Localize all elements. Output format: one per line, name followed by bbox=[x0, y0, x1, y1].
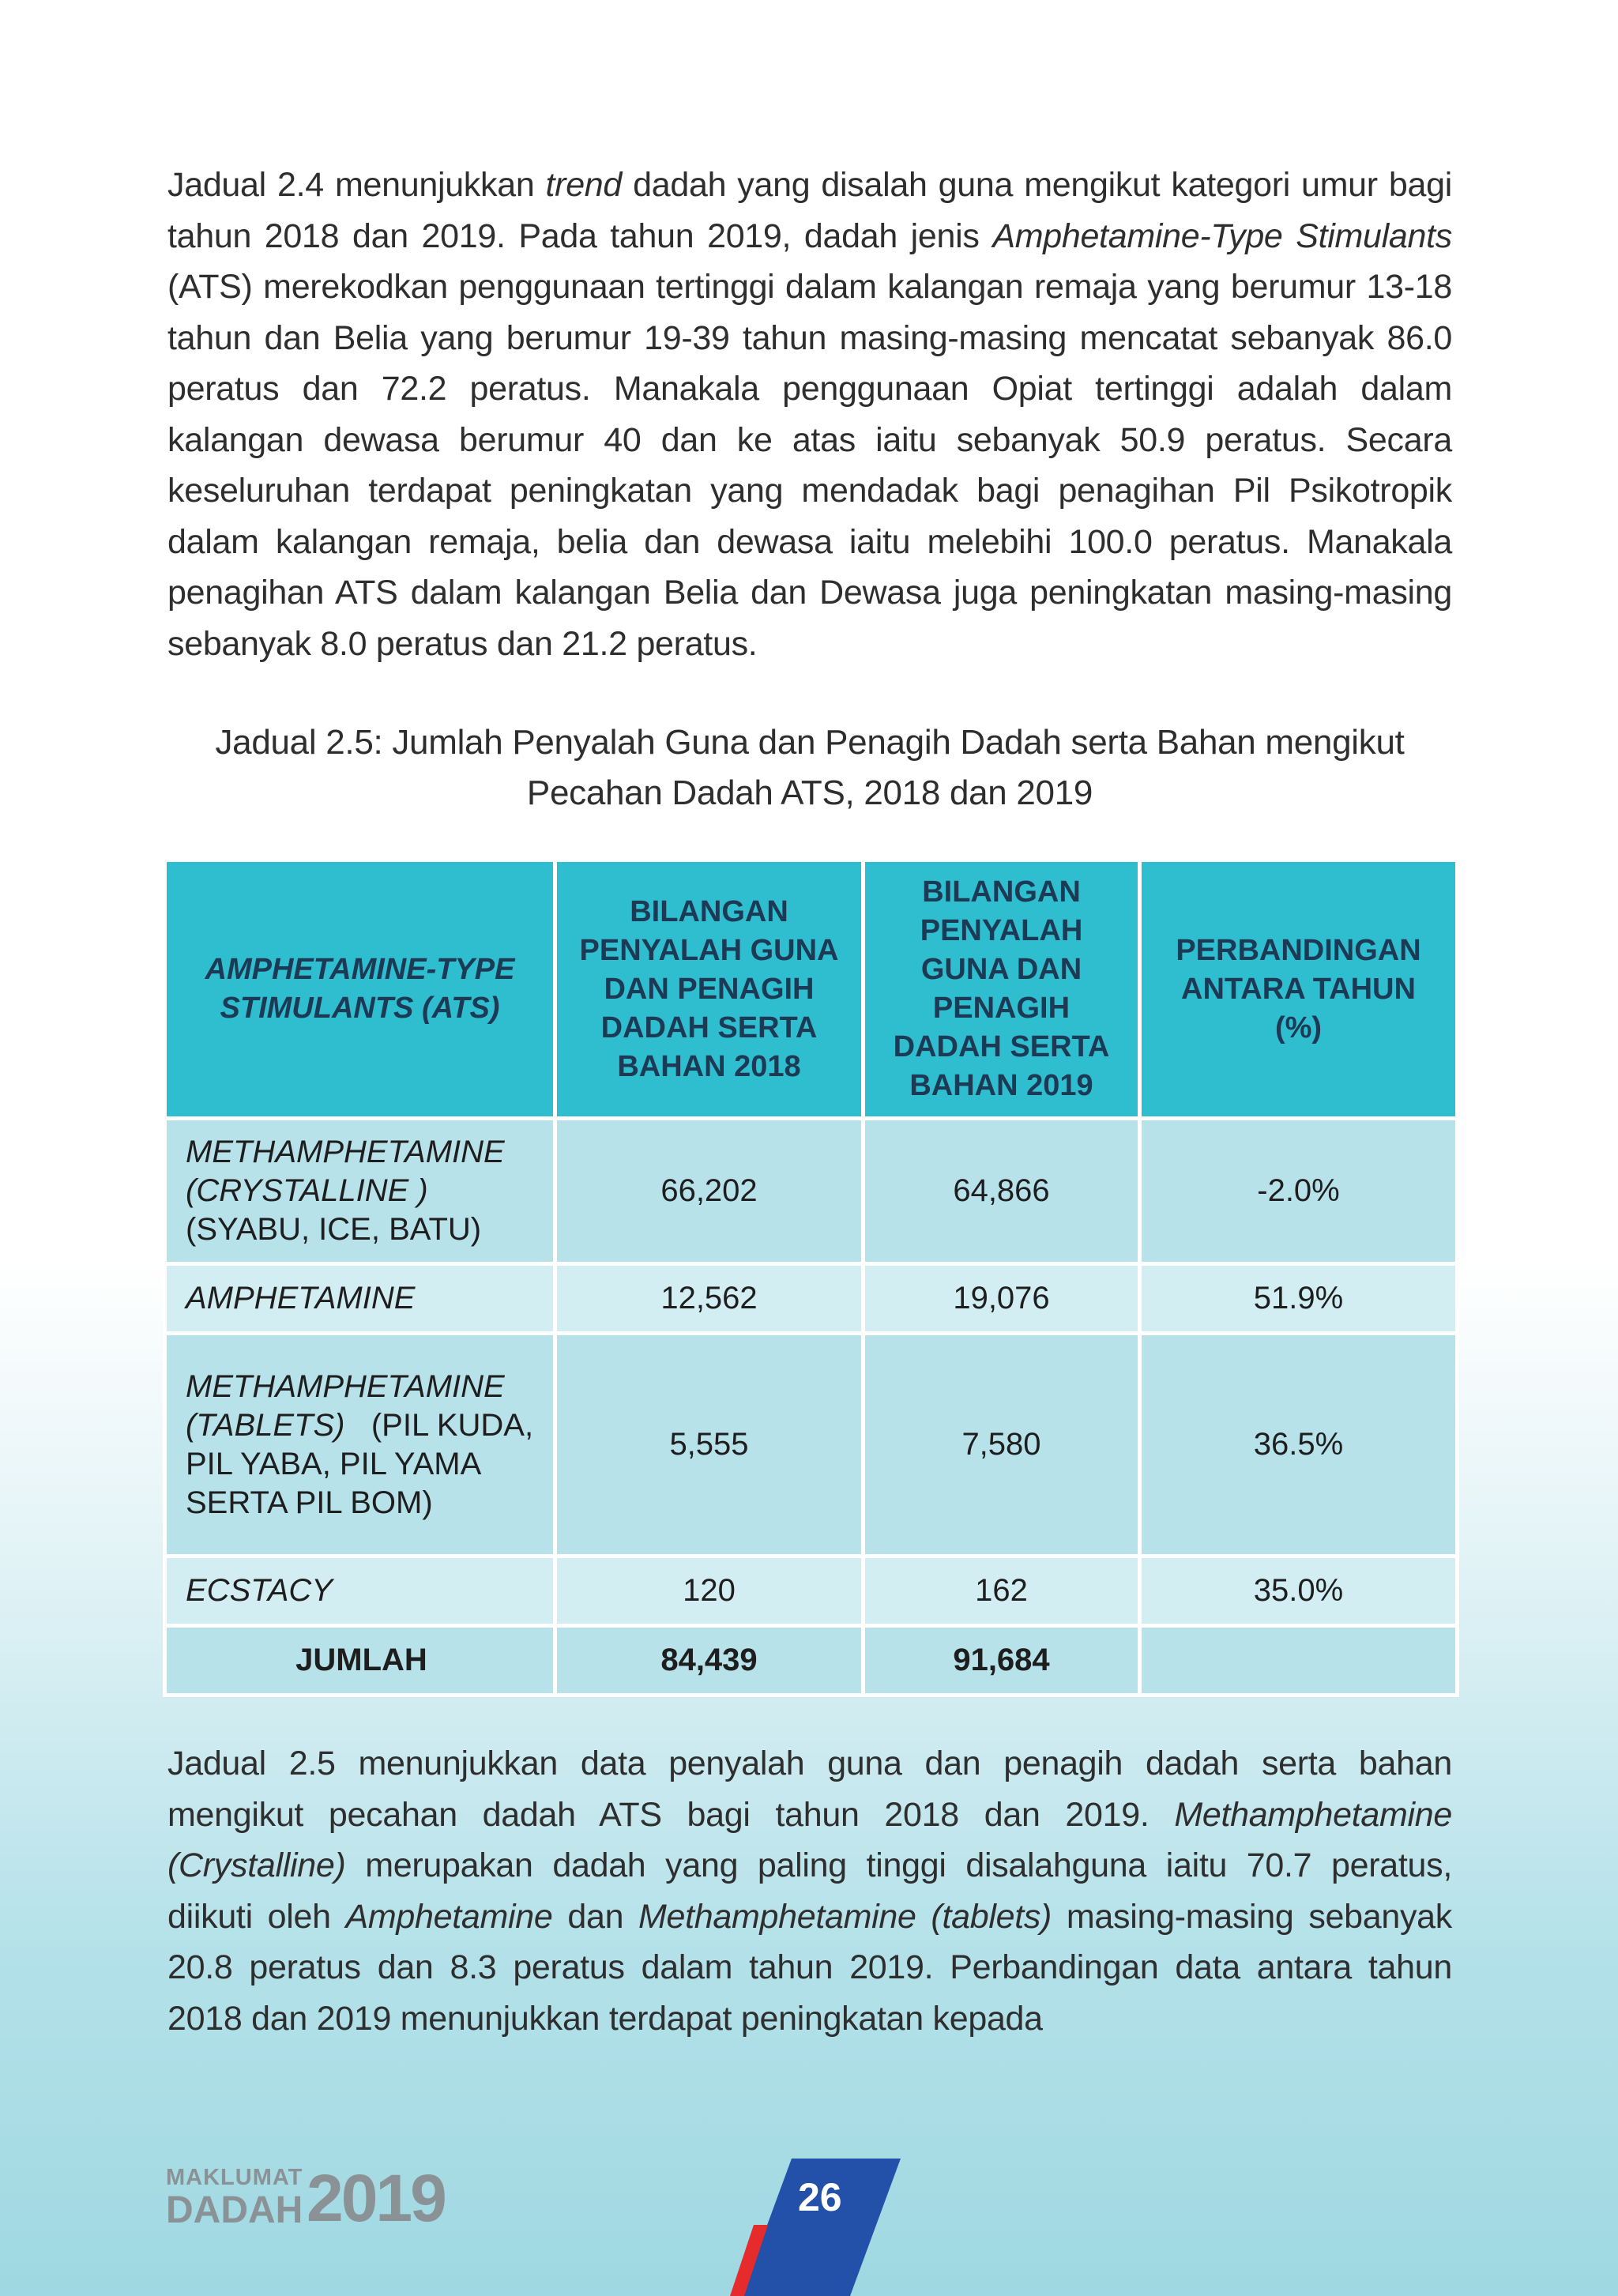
text-run: Jadual 2.5 menunjukkan data penyalah guna dan penagih dadah serta bahan mengikut pecahan dadah ATS bagi tahun 2018 dan 2019. bbox=[167, 1745, 1452, 1834]
table-row bbox=[165, 1119, 1458, 1264]
header-comparison: PERBANDINGAN ANTARA TAHUN (%) bbox=[1140, 860, 1458, 1119]
drug-alias: (SYABU, ICE, BATU) bbox=[186, 1212, 482, 1247]
table-row bbox=[165, 1556, 1458, 1626]
page-number: 26 bbox=[798, 2175, 842, 2219]
table-row bbox=[165, 1264, 1458, 1334]
text-run: dadah yang disalah guna mengikut kategori umur bagi tahun 2018 dan 2019. Pada tahun 2019, dadah jenis bbox=[167, 166, 1453, 255]
logo-small-text: MAKLUMAT bbox=[166, 2165, 303, 2190]
drug-name-cell bbox=[165, 1119, 555, 1264]
text-run: dan bbox=[552, 1897, 638, 1936]
value-2018: 5,555 bbox=[555, 1334, 864, 1556]
drug-alias: (PIL KUDA, PIL YABA, PIL YAMA SERTA PIL BOM) bbox=[186, 1407, 543, 1520]
drug-name-cell bbox=[165, 1556, 555, 1626]
caption-line-2: Pecahan Dadah ATS, 2018 dan 2019 bbox=[526, 773, 1093, 812]
value-2018: 120 bbox=[555, 1556, 864, 1626]
header-2019: BILANGAN PENYALAH GUNA DAN PENAGIH DADAH SERTA BAHAN 2019 bbox=[864, 860, 1140, 1119]
value-2018: 66,202 bbox=[555, 1119, 864, 1264]
drug-name-cell bbox=[165, 1264, 555, 1334]
logo-year: 2019 bbox=[307, 2161, 445, 2235]
total-2018: 84,439 bbox=[555, 1626, 864, 1696]
drug-name: ECSTACY bbox=[186, 1573, 333, 1608]
value-2019: 19,076 bbox=[864, 1264, 1140, 1334]
total-change bbox=[1140, 1626, 1458, 1696]
value-2019: 64,866 bbox=[864, 1119, 1140, 1264]
drug-name: METHAMPHETAMINE (TABLETS) bbox=[186, 1368, 505, 1443]
header-ats: AMPHETAMINE-TYPE STIMULANTS (ATS) bbox=[165, 860, 555, 1119]
value-change: -2.0% bbox=[1140, 1119, 1458, 1264]
value-2018: 12,562 bbox=[555, 1264, 864, 1334]
drug-name: AMPHETAMINE bbox=[186, 1281, 416, 1315]
intro-paragraph bbox=[167, 160, 1452, 669]
value-change: 36.5% bbox=[1140, 1334, 1458, 1556]
total-row bbox=[165, 1626, 1458, 1696]
value-change: 35.0% bbox=[1140, 1556, 1458, 1626]
text-run: masing-masing sebanyak 20.8 peratus dan 8.3 peratus dalam tahun 2019. Perbandingan data antara tahun 2018 dan 2019 menunjukkan terdapat peningkatan kepada bbox=[167, 1897, 1453, 2038]
value-2019: 7,580 bbox=[864, 1334, 1140, 1556]
text-run-italic: Amphetamine-Type Stimulants bbox=[992, 216, 1452, 255]
value-2019: 162 bbox=[864, 1556, 1140, 1626]
logo-big-text: DADAH bbox=[166, 2189, 303, 2231]
table-header-row bbox=[165, 860, 1458, 1119]
text-run: Jadual 2.4 menunjukkan bbox=[167, 166, 546, 204]
caption-line-1: Jadual 2.5: Jumlah Penyalah Guna dan Penagih Dadah serta Bahan mengikut bbox=[215, 723, 1405, 762]
analysis-paragraph bbox=[167, 1738, 1452, 2044]
drug-name-cell bbox=[165, 1334, 555, 1556]
table-caption bbox=[167, 717, 1452, 819]
text-run: (ATS) merekodkan penggunaan tertinggi dalam kalangan remaja yang berumur 13-18 tahun dan Belia yang berumur 19-39 tahun masing-masing mencatat sebanyak 86.0 peratus dan 72.2 peratus. Manakala penggunaan Opiat tertinggi adalah dalam kalangan dewasa berumur 40 dan ke atas iaitu sebanyak 50.9 peratus. Secara keseluruhan terdapat peningkatan yang mendadak bagi penagihan Pil Psikotropik dalam kalangan remaja, belia dan dewasa iaitu melebihi 100.0 peratus. Manakala penagihan ATS dalam kalangan Belia dan Dewasa juga peningkatan masing-masing sebanyak 8.0 peratus dan 21.2 peratus. bbox=[167, 268, 1452, 663]
text-run-italic: Amphetamine bbox=[345, 1897, 553, 1936]
table-row bbox=[165, 1334, 1458, 1556]
ats-table bbox=[163, 858, 1459, 1697]
text-run-italic: trend bbox=[545, 166, 623, 204]
text-run-italic: Methamphetamine (tablets) bbox=[638, 1897, 1052, 1936]
total-label: JUMLAH bbox=[165, 1626, 555, 1696]
header-2018: BILANGAN PENYALAH GUNA DAN PENAGIH DADAH SERTA BAHAN 2018 bbox=[555, 860, 864, 1119]
value-change: 51.9% bbox=[1140, 1264, 1458, 1334]
total-2019: 91,684 bbox=[864, 1626, 1140, 1696]
text-run: merupakan dadah yang paling tinggi disalahguna iaitu 70.7 peratus, diikuti oleh bbox=[167, 1846, 1452, 1936]
text-run-italic: Methamphetamine (Crystalline) bbox=[167, 1795, 1452, 1884]
drug-name: METHAMPHETAMINE (CRYSTALLINE ) bbox=[186, 1135, 505, 1208]
